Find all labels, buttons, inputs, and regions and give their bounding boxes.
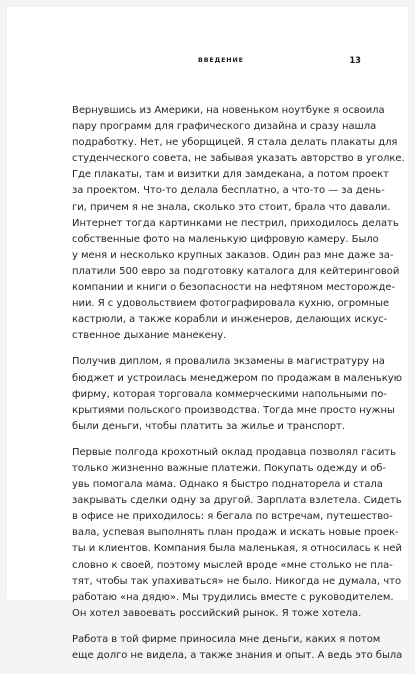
text-line: компании и книги о безопасности на нефтяном месторожде- (72, 282, 396, 294)
text-line: увь помогала мама. Однако я быстро поднаторела и стала (72, 479, 383, 491)
text-line: студенческого совета, не забывая указать авторство в уголке. (72, 153, 405, 165)
body-text (72, 103, 405, 674)
text-line: у меня и несколько крупных заказов. Один раз мне даже за- (72, 249, 394, 261)
page-number: 13 (349, 55, 361, 65)
text-line: только жизненно важные платежи. Покупать одежду и об- (72, 462, 386, 474)
text-line: тят, чтобы так упахиваться» не было. Никогда не думала, что (72, 575, 402, 587)
text-line: Он хотел завоевать российский рынок. Я тоже хотела. (72, 607, 362, 619)
text-line: Работа в той фирме приносила мне деньги, каких я потом (72, 633, 381, 645)
text-line: нии. Я с удовольствием фотографировала кухню, огромные (72, 298, 390, 310)
text-line: работаю «на дядю». Мы трудились вместе с руководителем. (72, 591, 394, 603)
text-line: пару программ для графического дизайна и сразу нашла (72, 121, 377, 133)
paragraph (72, 354, 402, 434)
paragraph (72, 103, 405, 344)
text-line: Вернувшись из Америки, на новеньком ноутбуке я освоила (72, 105, 385, 116)
text-line: ги, причем я не знала, сколько это стоит, брала что давали. (72, 201, 391, 213)
text-line: платили 500 евро за подготовку каталога для кейтеринговой (72, 265, 400, 277)
text-line: за проектом. Что-то делала бесплатно, а что-то — за день- (72, 185, 385, 197)
text-line: бюджет и устроилась менеджером по продажам в маленькую (72, 372, 402, 384)
text-line: Первые полгода крохотный оклад продавца позволял гасить (72, 446, 396, 458)
paragraph (72, 632, 403, 664)
book-page (7, 7, 408, 661)
text-line: словно к своей, поэтому мыслей вроде «мне столько не пла- (72, 559, 393, 571)
text-line: еще долго не видела, а также знания и опыт. А ведь это была (72, 650, 403, 661)
text-line: подработку. Нет, не уборщицей. Я стала делать плакаты для (72, 137, 398, 149)
text-line: Где плакаты, там и визитки для замдекана, а потом проект (72, 169, 389, 181)
text-line: собственные фото на маленькую цифровую камеру. Было (72, 233, 379, 245)
text-line: вала, успевая выполнять план продаж и искать новые проек- (72, 527, 399, 539)
text-line: ственное дыхание манекену. (72, 330, 227, 342)
text-line: кастрюли, а также корабли и инженеров, делающих искус- (72, 314, 388, 326)
paragraph (72, 445, 402, 622)
text-line: закрывать сделки одну за другой. Зарплата взлетела. Сидеть (72, 495, 402, 507)
running-head-chapter-title: ВВЕДЕНИЕ (198, 57, 244, 64)
text-line: Получив диплом, я провалила экзамены в магистратуру на (72, 356, 385, 368)
text-line: в офисе не приходилось: я бегала по встречам, путешество- (72, 511, 393, 523)
text-line: Интернет тогда картинками не пестрил, приходилось делать (72, 217, 399, 229)
text-line: фирму, которая торговала коммерческими напольными по- (72, 388, 387, 400)
text-line: были деньги, чтобы платить за жилье и транспорт. (72, 420, 345, 432)
text-line: крытиями польского производства. Тогда мне просто нужны (72, 404, 395, 416)
text-line: ты и клиентов. Компания была маленькая, я относилась к ней (72, 543, 402, 555)
